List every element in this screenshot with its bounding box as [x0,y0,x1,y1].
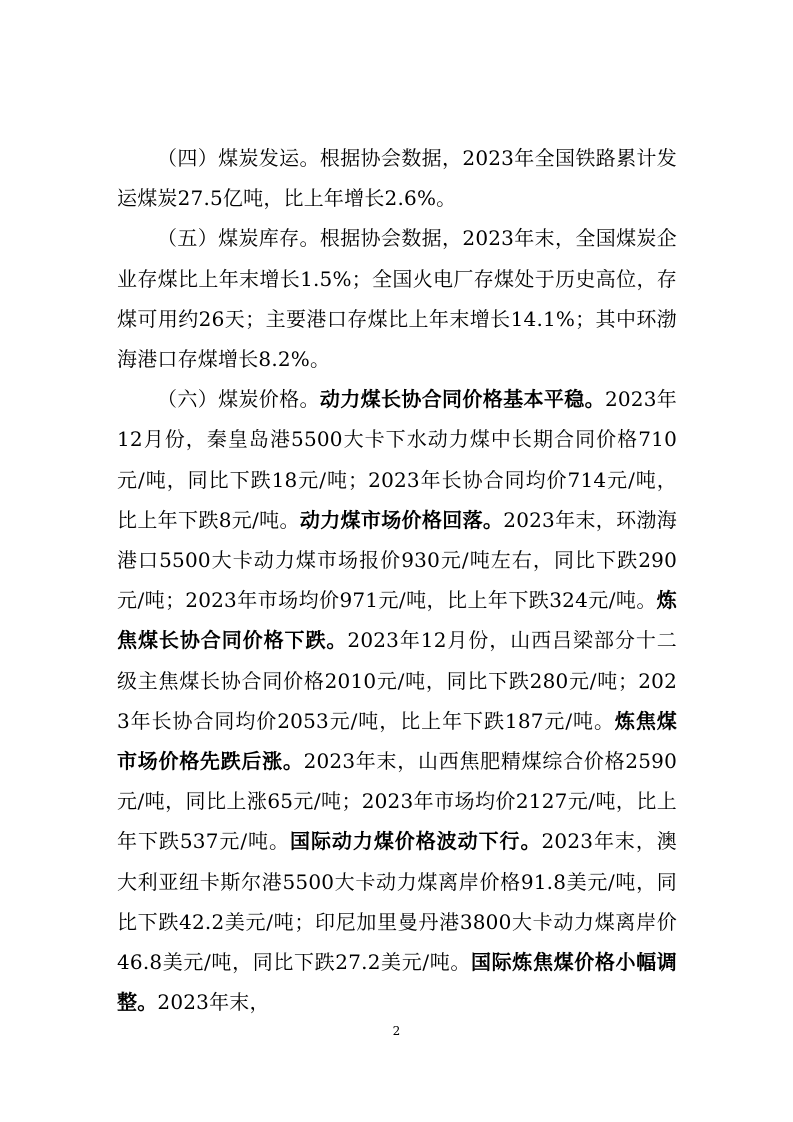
bold-heading-coking-contract: 炼焦煤长协合同价格下跌。 [117,588,677,653]
paragraph-coal-shipment [117,138,677,218]
text-segment: （五）煤炭库存。根据协会数据，2023年末，全国煤炭企业存煤比上年末增长1.5%；全国火电厂存煤处于历史高位，存煤可用约26天；主要港口存煤比上年末增长14.1%；其中环渤海港口存煤增长8.2%。 [117,226,677,372]
body-text [117,138,677,1022]
bold-heading-intl-thermal: 国际动力煤价格波动下行。 [289,829,542,854]
text-segment: 2023年12月份，秦皇岛港5500大卡下水动力煤中长期合同价格710元/吨，同比下跌18元/吨；2023年长协合同均价714元/吨，比上年下跌8元/吨。 [117,387,677,532]
text-segment: 2023年末，澳大利亚纽卡斯尔港5500大卡动力煤离岸价格91.8美元/吨，同比下跌42.2美元/吨；印尼加里曼丹港3800大卡动力煤离岸价46.8美元/吨，同比下跌27.2美元/吨。 [117,829,678,975]
paragraph-coal-price [117,379,677,1022]
text-segment: （六）煤炭价格。 [157,387,320,412]
text-segment: 2023年末，环渤海港口5500大卡动力煤市场报价930元/吨左右，同比下跌290元/吨；2023年市场均价971元/吨，比上年下跌324元/吨。 [117,507,678,613]
text-segment: 2023年12月份，山西吕梁部分十二级主焦煤长协合同价格2010元/吨，同比下跌280元/吨；2023年长协合同均价2053元/吨，比上年下跌187元/吨。 [117,628,678,733]
bold-heading-thermal-contract: 动力煤长协合同价格基本平稳。 [319,387,605,412]
bold-heading-coking-market: 炼焦煤市场价格先跌后涨。 [117,708,678,774]
bold-heading-thermal-market: 动力煤市场价格回落。 [299,507,504,532]
bold-heading-intl-coking: 国际炼焦煤价格小幅调整。 [117,950,677,1015]
text-segment: （四）煤炭发运。根据协会数据，2023年全国铁路累计发运煤炭27.5亿吨，比上年增长2.6%。 [117,146,677,211]
text-segment: 2023年末，山西焦肥精煤综合价格2590元/吨，同比上涨65元/吨；2023年市场均价2127元/吨，比上年下跌537元/吨。 [117,749,677,854]
paragraph-coal-inventory [117,218,677,379]
text-segment: 2023年末， [157,990,270,1015]
page-number: 2 [392,1024,401,1038]
